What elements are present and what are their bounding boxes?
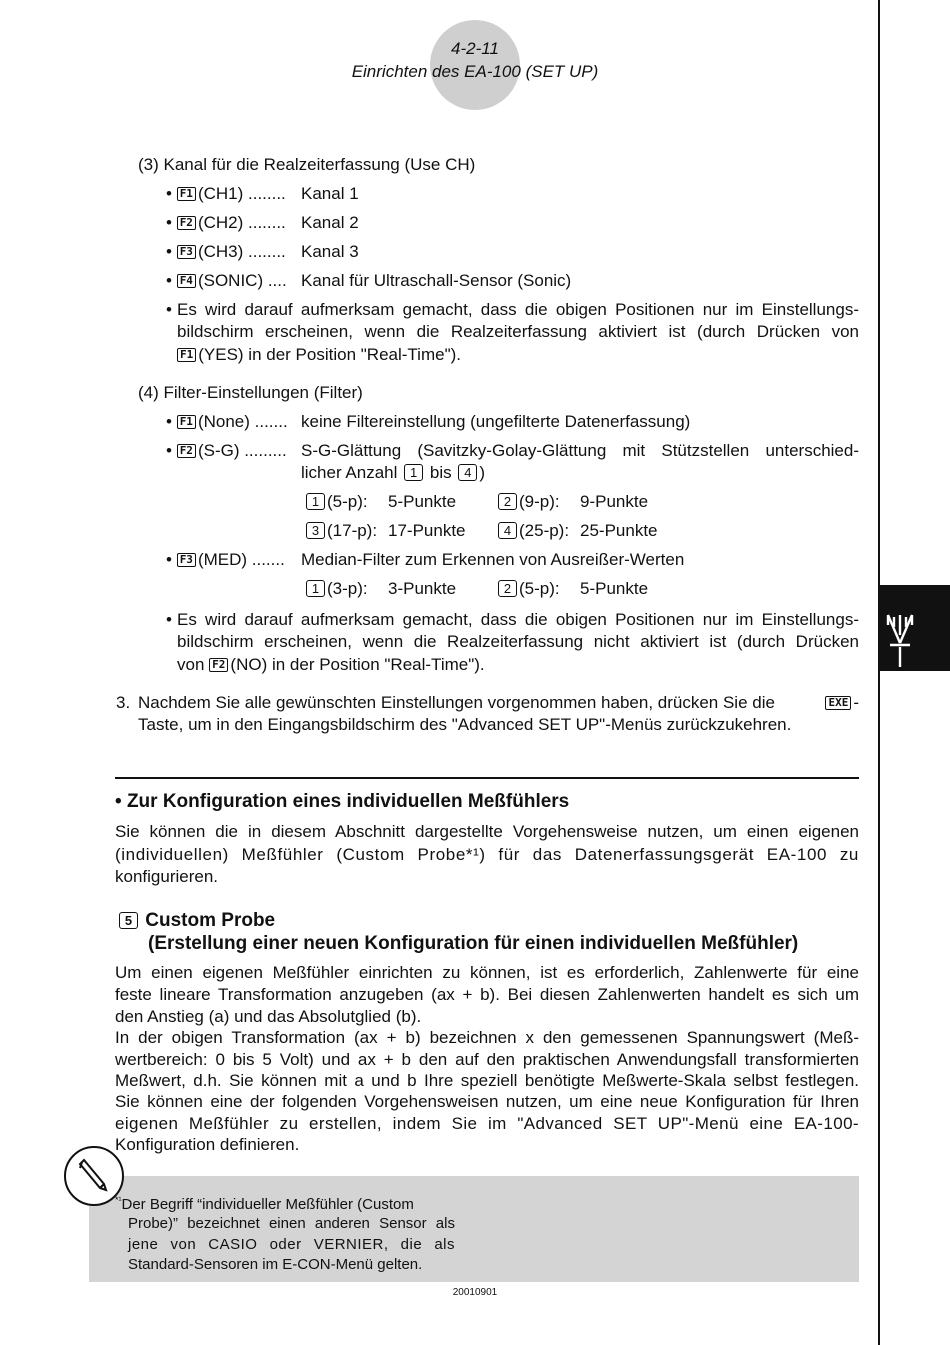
item-label: (MED) ....... bbox=[197, 550, 285, 569]
option-label: (5-p): bbox=[519, 579, 560, 598]
econ-tab-icon bbox=[880, 585, 950, 671]
probe-line: eigenen Meßfühler zu erstellen, indem Sie im "Advanced SET UP"-Menü eine EA-100- bbox=[115, 1114, 859, 1133]
sg-desc-line1: S-G-Glättung (Savitzky-Golay-Glättung mit Stützstellen unterschied- bbox=[301, 441, 859, 460]
sonic-item: • F4 (SONIC) .... bbox=[166, 271, 287, 290]
custom-para-line2: (individuellen) Meßfühler (Custom Probe*¹) für das Datenerfassungsgerät EA-100 zu bbox=[115, 845, 859, 864]
step-number: 3. bbox=[116, 693, 131, 712]
item-label: (CH1) ........ bbox=[197, 184, 286, 203]
ch1-item: • F1 (CH1) ........ bbox=[166, 184, 286, 203]
note-text: von bbox=[177, 655, 205, 674]
none-desc: keine Filtereinstellung (ungefilterte Datenerfassung) bbox=[301, 412, 691, 431]
footnote-text: Der Begriff “individueller Meßfühler (Custom bbox=[121, 1196, 414, 1213]
sg-option bbox=[304, 521, 377, 541]
ch3-item: • F3 (CH3) ........ bbox=[166, 242, 286, 261]
med-desc: Median-Filter zum Erkennen von Ausreißer-Werten bbox=[301, 550, 685, 569]
footer-code: 20010901 bbox=[452, 1287, 498, 1298]
number-key: 2 bbox=[498, 580, 517, 597]
number-key: 4 bbox=[498, 522, 517, 539]
med-option-value: 3-Punkte bbox=[388, 579, 457, 598]
key-5: 5 bbox=[119, 912, 138, 929]
f1-key: F1 bbox=[177, 348, 196, 362]
sg-option-value: 5-Punkte bbox=[388, 492, 457, 511]
page-title: Einrichten des EA-100 (SET UP) bbox=[351, 62, 599, 81]
sec3-heading: (3) Kanal für die Realzeiterfassung (Use CH) bbox=[138, 155, 476, 174]
note-text: (YES) in der Position "Real-Time"). bbox=[198, 345, 461, 364]
option-label: (3-p): bbox=[327, 579, 368, 598]
probe-line: Um einen eigenen Meßfühler einrichten zu können, ist es erforderlich, Zahlenwerte für eine bbox=[115, 963, 859, 982]
sg-desc-line2 bbox=[301, 463, 485, 483]
probe-line: In der obigen Transformation (ax + b) bezeichnen x den gemessenen Spannungswert (Meß- bbox=[115, 1028, 859, 1047]
probe-line: Meßwert, d.h. Sie können mit a und b Ihre speziell benötigte Meßwerte-Skala selbst festlegen. bbox=[115, 1071, 859, 1090]
custom-heading: • Zur Konfiguration eines individuellen Meßfühlers bbox=[115, 791, 570, 812]
probe-line: Sie können eine der folgenden Vorgehensweisen nutzen, um eine neue Konfiguration für Ihren bbox=[115, 1092, 859, 1111]
option-label: (5-p): bbox=[327, 492, 368, 511]
med-option-value: 5-Punkte bbox=[580, 579, 649, 598]
number-key: 3 bbox=[306, 522, 325, 539]
med-option bbox=[304, 579, 368, 599]
sec3-note-line3 bbox=[177, 345, 461, 365]
option-label: (9-p): bbox=[519, 492, 560, 511]
option-label: (25-p): bbox=[519, 521, 570, 540]
sonic-desc: Kanal für Ultraschall-Sensor (Sonic) bbox=[301, 271, 572, 290]
title-text: Custom Probe bbox=[145, 910, 276, 931]
sg-option bbox=[304, 492, 368, 512]
footnote-line3: jene von CASIO oder VERNIER, die als bbox=[128, 1236, 455, 1253]
sg-text: licher Anzahl bbox=[301, 463, 398, 482]
f2-key: F2 bbox=[177, 216, 196, 230]
probe-line: den Anstieg (a) und das Absolutglied (b). bbox=[115, 1007, 422, 1026]
sg-option bbox=[496, 492, 560, 512]
sg-option-value: 9-Punkte bbox=[580, 492, 649, 511]
ch3-desc: Kanal 3 bbox=[301, 242, 359, 261]
sg-option-value: 17-Punkte bbox=[388, 521, 466, 540]
probe-title2: (Erstellung einer neuen Konfiguration für einen individuellen Meßfühler) bbox=[148, 933, 799, 954]
sg-option-value: 25-Punkte bbox=[580, 521, 658, 540]
custom-para-line3: konfigurieren. bbox=[115, 867, 219, 886]
section-divider bbox=[115, 777, 859, 779]
chapter-tab bbox=[880, 585, 950, 671]
sg-text: bis bbox=[429, 463, 452, 482]
ch2-item: • F2 (CH2) ........ bbox=[166, 213, 286, 232]
page-number: 4-2-11 bbox=[451, 39, 499, 58]
sec4-heading: (4) Filter-Einstellungen (Filter) bbox=[138, 383, 363, 402]
sg-option bbox=[496, 521, 569, 541]
step3-line1 bbox=[138, 693, 859, 713]
item-label: (SONIC) .... bbox=[197, 271, 287, 290]
footnote-line4: Standard-Sensoren im E-CON-Menü gelten. bbox=[128, 1256, 423, 1273]
option-label: (17-p): bbox=[327, 521, 378, 540]
step-text: - bbox=[853, 693, 859, 712]
probe-line: wertbereich: 0 bis 5 Volt) und ax + b den auf den praktischen Anwendungsfall transformierten bbox=[115, 1050, 859, 1069]
sec3-note-line1: Es wird darauf aufmerksam gemacht, dass die obigen Positionen nur im Einstellungs- bbox=[177, 300, 859, 319]
exe-key: EXE bbox=[825, 696, 851, 710]
sg-text: ) bbox=[479, 463, 485, 482]
key-1: 1 bbox=[404, 464, 423, 481]
heading-text: Zur Konfiguration eines individuellen Meßfühlers bbox=[126, 791, 570, 812]
f4-key: F4 bbox=[177, 274, 196, 288]
item-label: (CH2) ........ bbox=[197, 213, 286, 232]
note-text: (NO) in der Position "Real-Time"). bbox=[230, 655, 485, 674]
item-label: (None) ....... bbox=[197, 412, 288, 431]
sec4-note-line1: Es wird darauf aufmerksam gemacht, dass die obigen Positionen nur im Einstellungs- bbox=[177, 610, 859, 629]
f1-key: F1 bbox=[177, 187, 196, 201]
probe-line: feste lineare Transformation anzugeben (ax + b). Bei diesen Zahlenwerten handelt es sich um bbox=[115, 985, 859, 1004]
med-option bbox=[496, 579, 560, 599]
step3-line2: Taste, um in den Eingangsbildschirm des "Advanced SET UP"-Menüs zurückzukehren. bbox=[138, 715, 792, 734]
sg-item: • F2 (S-G) ......... bbox=[166, 441, 287, 460]
probe-line: Konfiguration definieren. bbox=[115, 1135, 300, 1154]
note-bullet: • bbox=[166, 300, 172, 319]
f2-key: F2 bbox=[177, 444, 196, 458]
note-bullet: • bbox=[166, 610, 172, 629]
sec4-note-line2: bildschirm erscheinen, wenn die Realzeiterfassung nicht aktiviert ist (durch Drücken bbox=[177, 632, 859, 651]
ch1-desc: Kanal 1 bbox=[301, 184, 359, 203]
number-key: 2 bbox=[498, 493, 517, 510]
pencil-glyph bbox=[66, 1148, 122, 1204]
sec3-note-line2: bildschirm erscheinen, wenn die Realzeiterfassung aktiviert ist (durch Drücken von bbox=[177, 322, 859, 341]
key-4: 4 bbox=[458, 464, 477, 481]
step-text: Nachdem Sie alle gewünschten Einstellungen vorgenommen haben, drücken Sie die bbox=[138, 693, 775, 712]
number-key: 1 bbox=[306, 580, 325, 597]
item-label: (CH3) ........ bbox=[197, 242, 286, 261]
f3-key: F3 bbox=[177, 553, 196, 567]
number-key: 1 bbox=[306, 493, 325, 510]
f3-key: F3 bbox=[177, 245, 196, 259]
sec4-note-line3 bbox=[177, 655, 485, 675]
footnote-line2: Probe)” bezeichnet einen anderen Sensor als bbox=[128, 1215, 455, 1232]
right-margin-rule bbox=[878, 0, 880, 1345]
ch2-desc: Kanal 2 bbox=[301, 213, 359, 232]
f2-key: F2 bbox=[209, 658, 228, 672]
none-item: • F1 (None) ....... bbox=[166, 412, 288, 431]
footnote-line1 bbox=[115, 1195, 414, 1213]
probe-title1 bbox=[117, 910, 275, 932]
f1-key: F1 bbox=[177, 415, 196, 429]
item-label: (S-G) ......... bbox=[197, 441, 287, 460]
med-item: • F3 (MED) ....... bbox=[166, 550, 285, 569]
footnote-mark: *¹ bbox=[115, 1195, 122, 1205]
custom-para-line1: Sie können die in diesem Abschnitt dargestellte Vorgehensweise nutzen, um einen eigenen bbox=[115, 822, 859, 841]
